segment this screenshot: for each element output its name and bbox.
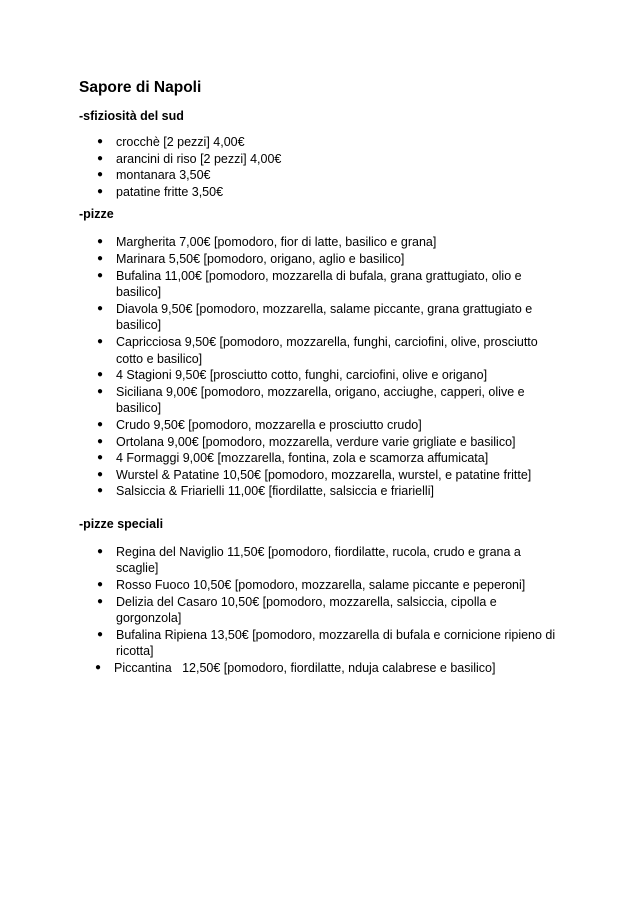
item-text: Capricciosa 9,50€ [pomodoro, mozzarella, funghi, carciofini, olive, prosciutto cotto e basilico]: [116, 334, 538, 366]
list-item: [79, 234, 556, 251]
item-text: Salsiccia & Friarielli 11,00€ [fiordilatte, salsiccia e friarielli]: [116, 484, 434, 499]
list-item: [79, 184, 556, 201]
item-text: Piccantina 12,50€ [pomodoro, fiordilatte, nduja calabrese e basilico]: [114, 661, 496, 676]
bullet-icon: ●: [97, 185, 104, 197]
bullet-icon: ●: [97, 152, 104, 164]
document-title: Sapore di Napoli: [79, 79, 202, 96]
bullet-icon: ●: [97, 468, 104, 480]
item-text: Bufalina 11,00€ [pomodoro, mozzarella di bufala, grana grattugiato, olio e basilico]: [116, 268, 522, 300]
list-item: [79, 167, 556, 184]
bullet-icon: ●: [97, 385, 104, 397]
list-item: [79, 467, 556, 484]
section-heading-sfiziosita: -sfiziosità del sud: [79, 109, 184, 123]
section-heading-pizze-speciali: -pizze speciali: [79, 516, 164, 531]
item-text: Margherita 7,00€ [pomodoro, fior di latte, basilico e grana]: [116, 235, 437, 250]
bullet-icon: ●: [97, 628, 104, 640]
list-item: [79, 544, 556, 577]
bullet-icon: ●: [97, 252, 104, 264]
section-spacer: [79, 500, 580, 516]
item-text: 4 Formaggi 9,00€ [mozzarella, fontina, zola e scamorza affumicata]: [116, 451, 489, 466]
list-item: [79, 251, 556, 268]
item-text: Crudo 9,50€ [pomodoro, mozzarella e prosciutto crudo]: [116, 417, 422, 432]
bullet-icon: ●: [97, 418, 104, 430]
bullet-icon: ●: [97, 136, 104, 147]
list-item: [79, 301, 556, 334]
list-item: [79, 577, 556, 594]
item-text: Regina del Naviglio 11,50€ [pomodoro, fiordilatte, rucola, crudo e grana a scaglie]: [116, 544, 521, 576]
item-text: Rosso Fuoco 10,50€ [pomodoro, mozzarella, salame piccante e peperoni]: [116, 578, 526, 593]
item-text: Bufalina Ripiena 13,50€ [pomodoro, mozzarella di bufala e cornicione ripieno di ricotta]: [116, 627, 556, 659]
item-text: Delizia del Casaro 10,50€ [pomodoro, mozzarella, salsiccia, cipolla e gorgonzola]: [116, 594, 497, 626]
list-item: [79, 134, 556, 151]
bullet-icon: ●: [97, 369, 104, 381]
item-text: Diavola 9,50€ [pomodoro, mozzarella, salame piccante, grana grattugiato e basilico]: [116, 301, 533, 333]
list-item: [79, 367, 556, 384]
list-item: [79, 334, 556, 367]
item-text: Siciliana 9,00€ [pomodoro, mozzarella, origano, acciughe, capperi, olive e basilico]: [116, 384, 525, 416]
bullet-icon: ●: [97, 595, 104, 607]
list-item: [79, 268, 556, 301]
section-heading-pizze: -pizze: [79, 207, 114, 222]
bullet-icon: ●: [95, 662, 102, 674]
list-item: [79, 151, 556, 168]
list-item: [79, 450, 556, 467]
item-text: Ortolana 9,00€ [pomodoro, mozzarella, verdure varie grigliate e basilico]: [116, 434, 516, 449]
list-item: [79, 627, 556, 660]
bullet-icon: ●: [97, 435, 104, 447]
list-item: [79, 483, 556, 500]
bullet-icon: ●: [97, 452, 104, 464]
bullet-icon: ●: [97, 169, 104, 181]
pizze-list: [79, 234, 580, 500]
item-text: patatine fritte 3,50€: [116, 184, 224, 199]
sfiziosita-list: [79, 134, 580, 200]
list-item: [79, 384, 556, 417]
bullet-icon: ●: [97, 485, 104, 497]
bullet-icon: ●: [97, 335, 104, 347]
pizze-speciali-list: [79, 544, 580, 677]
bullet-icon: ●: [97, 302, 104, 314]
list-item: [79, 594, 556, 627]
item-text: arancini di riso [2 pezzi] 4,00€: [116, 151, 282, 166]
item-text: crocchè [2 pezzi] 4,00€: [116, 135, 245, 149]
item-text: Wurstel & Patatine 10,50€ [pomodoro, mozzarella, wurstel, e patatine fritte]: [116, 467, 532, 482]
item-text: montanara 3,50€: [116, 168, 211, 183]
list-item: [79, 660, 554, 677]
item-text: Marinara 5,50€ [pomodoro, origano, aglio e basilico]: [116, 251, 405, 266]
list-item: [79, 417, 556, 434]
bullet-icon: ●: [97, 545, 104, 557]
bullet-icon: ●: [97, 236, 104, 248]
list-item: [79, 434, 556, 451]
bullet-icon: ●: [97, 269, 104, 281]
bullet-icon: ●: [97, 579, 104, 591]
item-text: 4 Stagioni 9,50€ [prosciutto cotto, funghi, carciofini, olive e origano]: [116, 368, 488, 383]
